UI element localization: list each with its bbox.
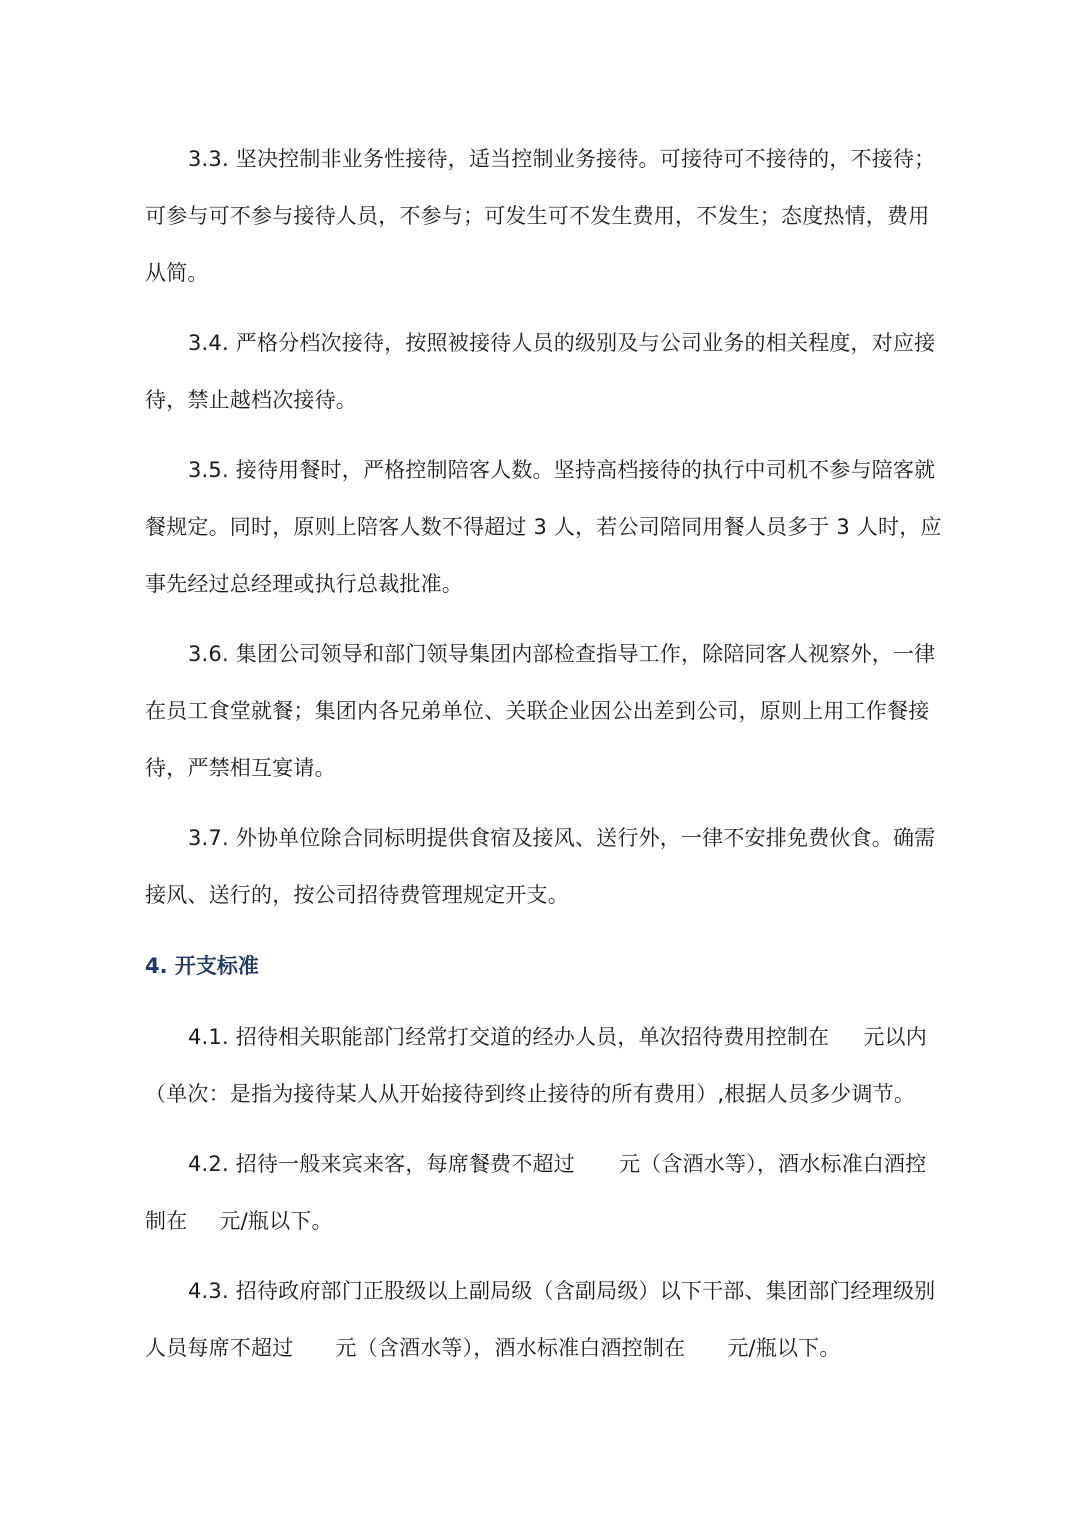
paragraph-3-4 [145, 315, 955, 429]
paragraph-4-2 [145, 1136, 955, 1250]
paragraph-line: 4.3. 招待政府部门正股级以上副局级（含副局级）以下干部、集团部门经理级别 [188, 1279, 936, 1303]
paragraph-4-1 [145, 1009, 955, 1123]
text-segment: 元/瓶以下。 [219, 1209, 333, 1233]
paragraph-line: 待，禁止越档次接待。 [145, 388, 357, 412]
paragraph-line [145, 1136, 955, 1193]
paragraph-line: 3.7. 外协单位除合同标明提供食宿及接风、送行外，一律不安排免费伙食。确需 [188, 826, 936, 850]
paragraph-line: 在员工食堂就餐；集团内各兄弟单位、关联企业因公出差到公司，原则上用工作餐接 [145, 699, 930, 723]
section-heading: 4. 开支标准 [145, 954, 259, 978]
paragraph-3-7 [145, 810, 955, 924]
text-segment: 4.1. 招待相关职能部门经常打交道的经办人员，单次招待费用控制在 [188, 1025, 830, 1049]
text-segment: 元以内 [863, 1025, 927, 1049]
paragraph-3-5 [145, 442, 955, 613]
paragraph-line: 3.3. 坚决控制非业务性接待，适当控制业务接待。可接待可不接待的，不接待； [188, 147, 936, 171]
text-segment: 元/瓶以下。 [727, 1336, 841, 1360]
paragraph-3-6 [145, 626, 955, 797]
paragraph-line: 可参与可不参与接待人员，不参与；可发生可不发生费用，不发生；态度热情，费用 [145, 204, 930, 228]
paragraph-line: 3.6. 集团公司领导和部门领导集团内部检查指导工作，除陪同客人视察外，一律 [188, 642, 936, 666]
paragraph-line: 从简。 [145, 261, 209, 285]
paragraph-3-3 [145, 131, 955, 302]
paragraph-line: 待，严禁相互宴请。 [145, 756, 336, 780]
paragraph-line [145, 1009, 955, 1066]
text-segment: 元（含酒水等），酒水标准白酒控制在 [335, 1336, 686, 1360]
text-segment: 4.2. 招待一般来宾来客，每席餐费不超过 [188, 1152, 575, 1176]
paragraph-line: 餐规定。同时，原则上陪客人数不得超过 3 人，若公司陪同用餐人员多于 3 人时，应 [145, 515, 942, 539]
paragraph-line: 3.4. 严格分档次接待，按照被接待人员的级别及与公司业务的相关程度，对应接 [188, 331, 936, 355]
text-segment: 人员每席不超过 [145, 1336, 294, 1360]
paragraph-line: 事先经过总经理或执行总裁批准。 [145, 572, 463, 596]
paragraph-line [145, 1193, 955, 1250]
paragraph-4-3 [145, 1263, 955, 1377]
paragraph-line [145, 1320, 955, 1377]
paragraph-line: （单次：是指为接待某人从开始接待到终止接待的所有费用）,根据人员多少调节。 [145, 1082, 916, 1106]
text-segment: 元（含酒水等），酒水标准白酒控 [618, 1152, 927, 1176]
text-segment: 制在 [145, 1209, 188, 1233]
paragraph-line: 接风、送行的，按公司招待费管理规定开支。 [145, 883, 569, 907]
paragraph-line: 3.5. 接待用餐时，严格控制陪客人数。坚持高档接待的执行中司机不参与陪客就 [188, 458, 936, 482]
